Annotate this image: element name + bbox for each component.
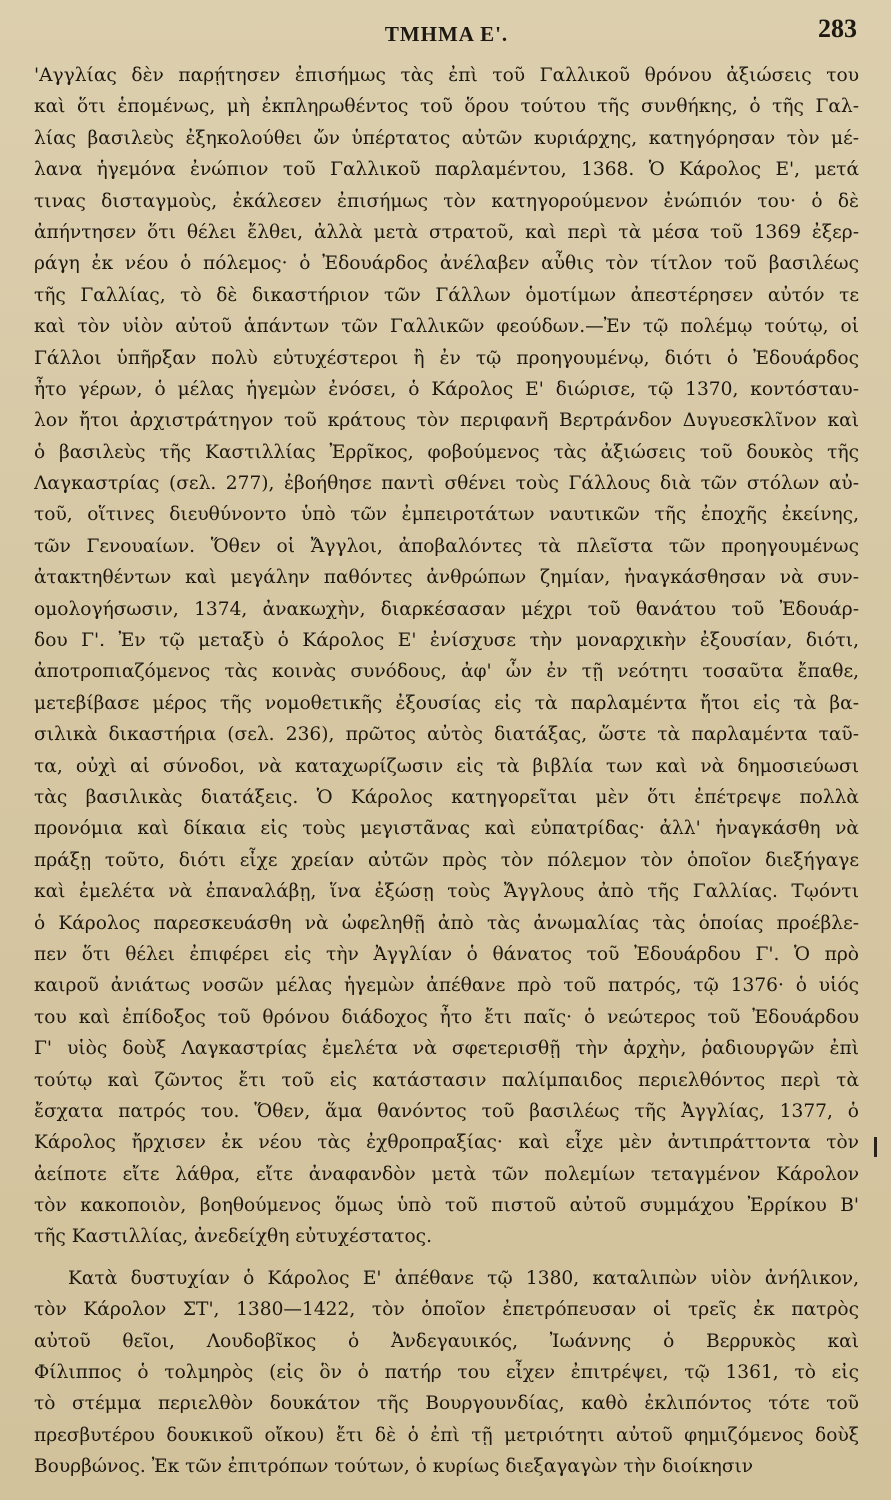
text-line: τῶν Γενουαίων. Ὅθεν οἱ Ἄγγλοι, ἀποβαλόντες τὰ πλεῖστα τῶν προηγουμένως <box>34 535 859 557</box>
text-line: ἀπήντησεν ὅτι θέλει ἔλθει, ἀλλὰ μετὰ στρατοῦ, καὶ περὶ τὰ μέσα τοῦ 1369 ἐξερ- <box>34 221 859 243</box>
text-line: ἔσχατα πατρός του. Ὅθεν, ἅμα θανόντος τοῦ βασιλέως τῆς Ἀγγλίας, 1377, ὁ <box>34 1100 859 1122</box>
text-line: Φίλιππος ὁ τολμηρὸς (εἰς ὃν ὁ πατήρ του εἶχεν ἐπιτρέψει, τῷ 1361, τὸ εἰς <box>34 1362 859 1384</box>
text-line: καὶ τὸν υἱὸν αὐτοῦ ἁπάντων τῶν Γαλλικῶν φεούδων.—Ἐν τῷ πολέμῳ τούτῳ, οἱ <box>34 316 859 338</box>
text-line: προνόμια καὶ δίκαια εἰς τοὺς μεγιστᾶνας καὶ εὐπατρίδας· ἀλλ' ἠναγκάσθη νὰ <box>34 818 859 840</box>
text-line: καὶ ὅτι ἑπομένως, μὴ ἐκπληρωθέντος τοῦ ὅρου τούτου τῆς συνθήκης, ὁ τῆς Γαλ- <box>34 96 859 118</box>
text-line: Κάρολος ἤρχισεν ἐκ νέου τὰς ἐχθροπραξίας· καὶ εἶχε μὲν ἀντιπράττοντα τὸν <box>34 1132 859 1154</box>
text-line: πεν ὅτι θέλει ἐπιφέρει εἰς τὴν Ἀγγλίαν ὁ θάνατος τοῦ Ἐδουάρδου Γ'. Ὁ πρὸ <box>34 943 859 965</box>
paragraph-2 <box>34 1263 859 1483</box>
text-line: καιροῦ ἀνιάτως νοσῶν μέλας ἡγεμὼν ἀπέθανε πρὸ τοῦ πατρός, τῷ 1376· ὁ υἱός <box>34 975 859 997</box>
page-header <box>34 14 859 54</box>
text-line: 'Αγγλίας δὲν παρῄτησεν ἐπισήμως τὰς ἐπὶ τοῦ Γαλλικοῦ θρόνου ἀξιώσεις του <box>34 65 859 86</box>
text-line: Γάλλοι ὑπῆρξαν πολὺ εὐτυχέστεροι ἢ ἐν τῷ προηγουμένῳ, διότι ὁ Ἐδουάρδος <box>34 347 859 369</box>
text-line: ἀείποτε εἴτε λάθρα, εἴτε ἀναφανδὸν μετὰ τῶν πολεμίων τεταγμένον Κάρολον <box>34 1163 859 1185</box>
text-line: τῆς Καστιλλίας, ἀνεδείχθη εὐτυχέστατος. <box>34 1226 433 1248</box>
text-line: τὸν κακοποιὸν, βοηθούμενος ὅμως ὑπὸ τοῦ πιστοῦ αὐτοῦ συμμάχου Ἐρρίκου Β' <box>34 1195 859 1217</box>
text-line: ὁ βασιλεὺς τῆς Καστιλλίας Ἐρρῖκος, φοβούμενος τὰς ἀξιώσεις τοῦ δουκὸς τῆς <box>34 441 859 463</box>
text-line: ράγη ἐκ νέου ὁ πόλεμος· ὁ Ἐδουάρδος ἀνέλαβεν αὖθις τὸν τίτλον τοῦ βασιλέως <box>34 253 859 275</box>
text-line: Βουρβώνος. Ἐκ τῶν ἐπιτρόπων τούτων, ὁ κυρίως διεξαγαγὼν τὴν διοίκησιν <box>34 1456 754 1478</box>
text-line: τὸ στέμμα περιελθὸν δουκάτον τῆς Βουργουνδίας, καθὸ ἐκλιπόντος τότε τοῦ <box>34 1393 859 1415</box>
text-line: καὶ ἐμελέτα νὰ ἐπαναλάβῃ, ἵνα ἐξώσῃ τοὺς Ἄγγλους ἀπὸ τῆς Γαλλίας. Τῳόντι <box>34 881 859 903</box>
text-line: λίας βασιλεὺς ἐξηκολούθει ὤν ὑπέρτατος αὐτῶν κυριάρχης, κατηγόρησαν τὸν μέ- <box>34 127 859 149</box>
margin-mark <box>874 1137 877 1157</box>
text-line: λανα ἡγεμόνα ἐνώπιον τοῦ Γαλλικοῦ παρλαμέντου, 1368. Ὁ Κάρολος Ε', μετά <box>34 159 859 181</box>
running-head: ΤΜΗΜΑ Ε'. <box>384 22 509 46</box>
text-line: ἀτακτηθέντων καὶ μεγάλην παθόντες ἀνθρώπων ζημίαν, ἠναγκάσθησαν νὰ συν- <box>34 567 859 589</box>
text-line: ἦτο γέρων, ὁ μέλας ἡγεμὼν ἐνόσει, ὁ Κάρολος Ε' διώρισε, τῷ 1370, κοντόσταυ- <box>34 378 859 400</box>
text-line: ὁ Κάρολος παρεσκευάσθη νὰ ὠφεληθῇ ἀπὸ τὰς ἀνωμαλίας τὰς ὁποίας προέβλε- <box>34 912 859 934</box>
text-line: ομολογήσωσιν, 1374, ἀνακωχὴν, διαρκέσασαν μέχρι τοῦ θανάτου τοῦ Ἐδουάρ- <box>34 598 859 620</box>
text-line: τὸν Κάρολον ΣΤ', 1380—1422, τὸν ὁποῖον ἐπετρόπευσαν οἱ τρεῖς ἐκ πατρὸς <box>34 1299 859 1321</box>
text-line: λον ἤτοι ἀρχιστράτηγον τοῦ κράτους τὸν περιφανῆ Βερτράνδον Δυγυεσκλῖνον καὶ <box>34 410 859 432</box>
text-line: του καὶ ἐπίδοξος τοῦ θρόνου διάδοχος ἦτο ἔτι παῖς· ὁ νεώτερος τοῦ Ἐδουάρδου <box>34 1006 859 1028</box>
text-line: τα, οὐχὶ αἱ σύνοδοι, νὰ καταχωρίζωσιν εἰς τὰ βιβλία των καὶ νὰ δημοσιεύωσι <box>34 755 859 777</box>
text-line: τὰς βασιλικὰς διατάξεις. Ὁ Κάρολος κατηγορεῖται μὲν ὅτι ἐπέτρεψε πολλὰ <box>34 786 859 808</box>
text-line: Κατὰ δυστυχίαν ὁ Κάρολος Ε' ἀπέθανε τῷ 1380, καταλιπὼν υἱὸν ἀνήλικον, <box>68 1267 859 1289</box>
text-line: δου Γ'. Ἐν τῷ μεταξὺ ὁ Κάρολος Ε' ἐνίσχυσε τὴν μοναρχικὴν ἐξουσίαν, διότι, <box>34 630 859 652</box>
text-line: τοῦ, οἵτινες διευθύνοντο ὑπὸ τῶν ἐμπειροτάτων ναυτικῶν τῆς ἐποχῆς ἐκείνης, <box>34 504 859 526</box>
body-text <box>34 60 859 1483</box>
page-number: 283 <box>818 14 857 43</box>
text-line: σιλικὰ δικαστήρια (σελ. 236), πρῶτος αὐτὸς διατάξας, ὥστε τὰ παρλαμέντα ταῦ- <box>34 724 859 746</box>
text-line: τινας δισταγμοὺς, ἐκάλεσεν ἐπισήμως τὸν κατηγορούμενον ἐνώπιόν του· ὁ δὲ <box>34 190 859 212</box>
text-line: πρεσβυτέρου δουκικοῦ οἴκου) ἔτι δὲ ὁ ἐπὶ τῇ μετριότητι αὐτοῦ φημιζόμενος δοὺξ <box>34 1424 859 1446</box>
text-line: πράξῃ τοῦτο, διότι εἶχε χρείαν αὐτῶν πρὸς τὸν πόλεμον τὸν ὁποῖον διεξήγαγε <box>34 849 859 871</box>
text-line: μετεβίβασε μέρος τῆς νομοθετικῆς ἐξουσίας εἰς τὰ παρλαμέντα ἤτοι εἰς τὰ βα- <box>34 692 859 714</box>
paragraph-1 <box>34 60 859 1253</box>
text-line: τῆς Γαλλίας, τὸ δὲ δικαστήριον τῶν Γάλλων ὁμοτίμων ἀπεστέρησεν αὐτόν τε <box>34 284 859 306</box>
text-line: αὐτοῦ θεῖοι, Λουδοβῖκος ὁ Ἀνδεγαυικός, Ἰωάννης ὁ Βερρυκὸς καὶ <box>34 1330 859 1352</box>
text-line: τούτῳ καὶ ζῶντος ἔτι τοῦ εἰς κατάστασιν παλίμπαιδος περιελθόντος περὶ τὰ <box>34 1069 859 1091</box>
text-line: ἀποτροπιαζόμενος τὰς κοινὰς συνόδους, ἀφ' ὧν ἐν τῇ νεότητι τοσαῦτα ἔπαθε, <box>34 661 859 683</box>
text-line: Γ' υἱὸς δοὺξ Λαγκαστρίας ἐμελέτα νὰ σφετερισθῇ τὴν ἀρχὴν, ῥαδιουργῶν ἐπὶ <box>34 1038 859 1060</box>
text-line: Λαγκαστρίας (σελ. 277), ἐβοήθησε παντὶ σθένει τοὺς Γάλλους διὰ τῶν στόλων αὐ- <box>34 473 859 495</box>
